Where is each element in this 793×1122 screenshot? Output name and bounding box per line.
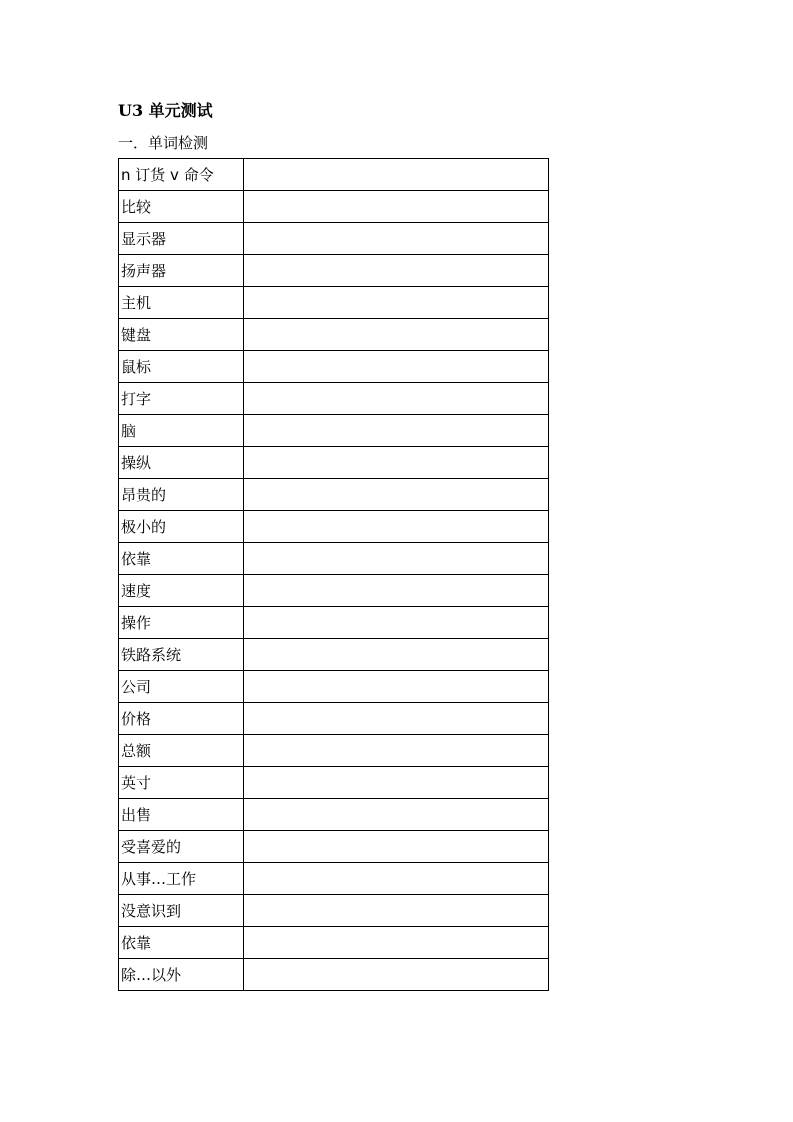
vocab-answer-cell[interactable] [244,735,549,767]
table-row [119,543,549,575]
vocab-answer-cell[interactable] [244,607,549,639]
vocab-table-body [119,159,549,991]
vocab-answer-cell[interactable] [244,319,549,351]
document-title: U3 单元测试 [118,101,213,120]
vocab-prompt-cell: 英寸 [119,767,244,799]
vocab-prompt-cell: 鼠标 [119,351,244,383]
vocab-answer-cell[interactable] [244,511,549,543]
vocab-prompt-cell: 主机 [119,287,244,319]
table-row [119,351,549,383]
table-row [119,511,549,543]
vocab-prompt-cell: 依靠 [119,927,244,959]
table-row [119,927,549,959]
vocab-answer-cell[interactable] [244,447,549,479]
table-row [119,607,549,639]
table-row [119,191,549,223]
vocab-prompt-cell: 速度 [119,575,244,607]
vocab-answer-cell[interactable] [244,863,549,895]
table-row [119,479,549,511]
table-row [119,575,549,607]
vocab-answer-cell[interactable] [244,479,549,511]
vocab-answer-cell[interactable] [244,415,549,447]
vocab-answer-cell[interactable] [244,543,549,575]
vocab-prompt-cell: 比较 [119,191,244,223]
vocab-prompt-cell: 脑 [119,415,244,447]
vocab-prompt-cell: 操纵 [119,447,244,479]
table-row [119,447,549,479]
vocab-answer-cell[interactable] [244,575,549,607]
table-row [119,415,549,447]
table-row [119,159,549,191]
vocab-prompt-cell: 操作 [119,607,244,639]
vocab-prompt-cell: 打字 [119,383,244,415]
vocab-prompt-cell: 出售 [119,799,244,831]
vocab-prompt-cell: n 订货 v 命令 [119,159,244,191]
vocab-answer-cell[interactable] [244,255,549,287]
table-row [119,863,549,895]
table-row [119,735,549,767]
vocab-answer-cell[interactable] [244,191,549,223]
vocab-answer-cell[interactable] [244,895,549,927]
vocab-answer-cell[interactable] [244,223,549,255]
table-row [119,895,549,927]
table-row [119,383,549,415]
table-row [119,703,549,735]
table-row [119,287,549,319]
vocab-answer-cell[interactable] [244,639,549,671]
vocab-answer-cell[interactable] [244,383,549,415]
vocab-prompt-cell: 总额 [119,735,244,767]
table-row [119,799,549,831]
vocab-prompt-cell: 极小的 [119,511,244,543]
vocab-prompt-cell: 受喜爱的 [119,831,244,863]
vocab-answer-cell[interactable] [244,799,549,831]
vocab-prompt-cell: 从事…工作 [119,863,244,895]
vocab-answer-cell[interactable] [244,927,549,959]
table-row [119,255,549,287]
vocab-prompt-cell: 铁路系统 [119,639,244,671]
vocab-answer-cell[interactable] [244,831,549,863]
vocab-answer-cell[interactable] [244,671,549,703]
table-row [119,671,549,703]
section-heading: 一．单词检测 [118,134,209,152]
table-row [119,639,549,671]
vocab-answer-cell[interactable] [244,767,549,799]
table-row [119,319,549,351]
table-row [119,831,549,863]
vocab-prompt-cell: 显示器 [119,223,244,255]
vocab-prompt-cell: 公司 [119,671,244,703]
vocab-table [118,158,549,991]
vocab-answer-cell[interactable] [244,287,549,319]
vocab-answer-cell[interactable] [244,159,549,191]
vocab-prompt-cell: 价格 [119,703,244,735]
vocab-prompt-cell: 键盘 [119,319,244,351]
vocab-answer-cell[interactable] [244,959,549,991]
vocab-answer-cell[interactable] [244,703,549,735]
vocab-prompt-cell: 依靠 [119,543,244,575]
table-row [119,959,549,991]
table-row [119,767,549,799]
table-row [119,223,549,255]
vocab-prompt-cell: 除…以外 [119,959,244,991]
vocab-prompt-cell: 扬声器 [119,255,244,287]
vocab-answer-cell[interactable] [244,351,549,383]
vocab-prompt-cell: 没意识到 [119,895,244,927]
vocab-prompt-cell: 昂贵的 [119,479,244,511]
